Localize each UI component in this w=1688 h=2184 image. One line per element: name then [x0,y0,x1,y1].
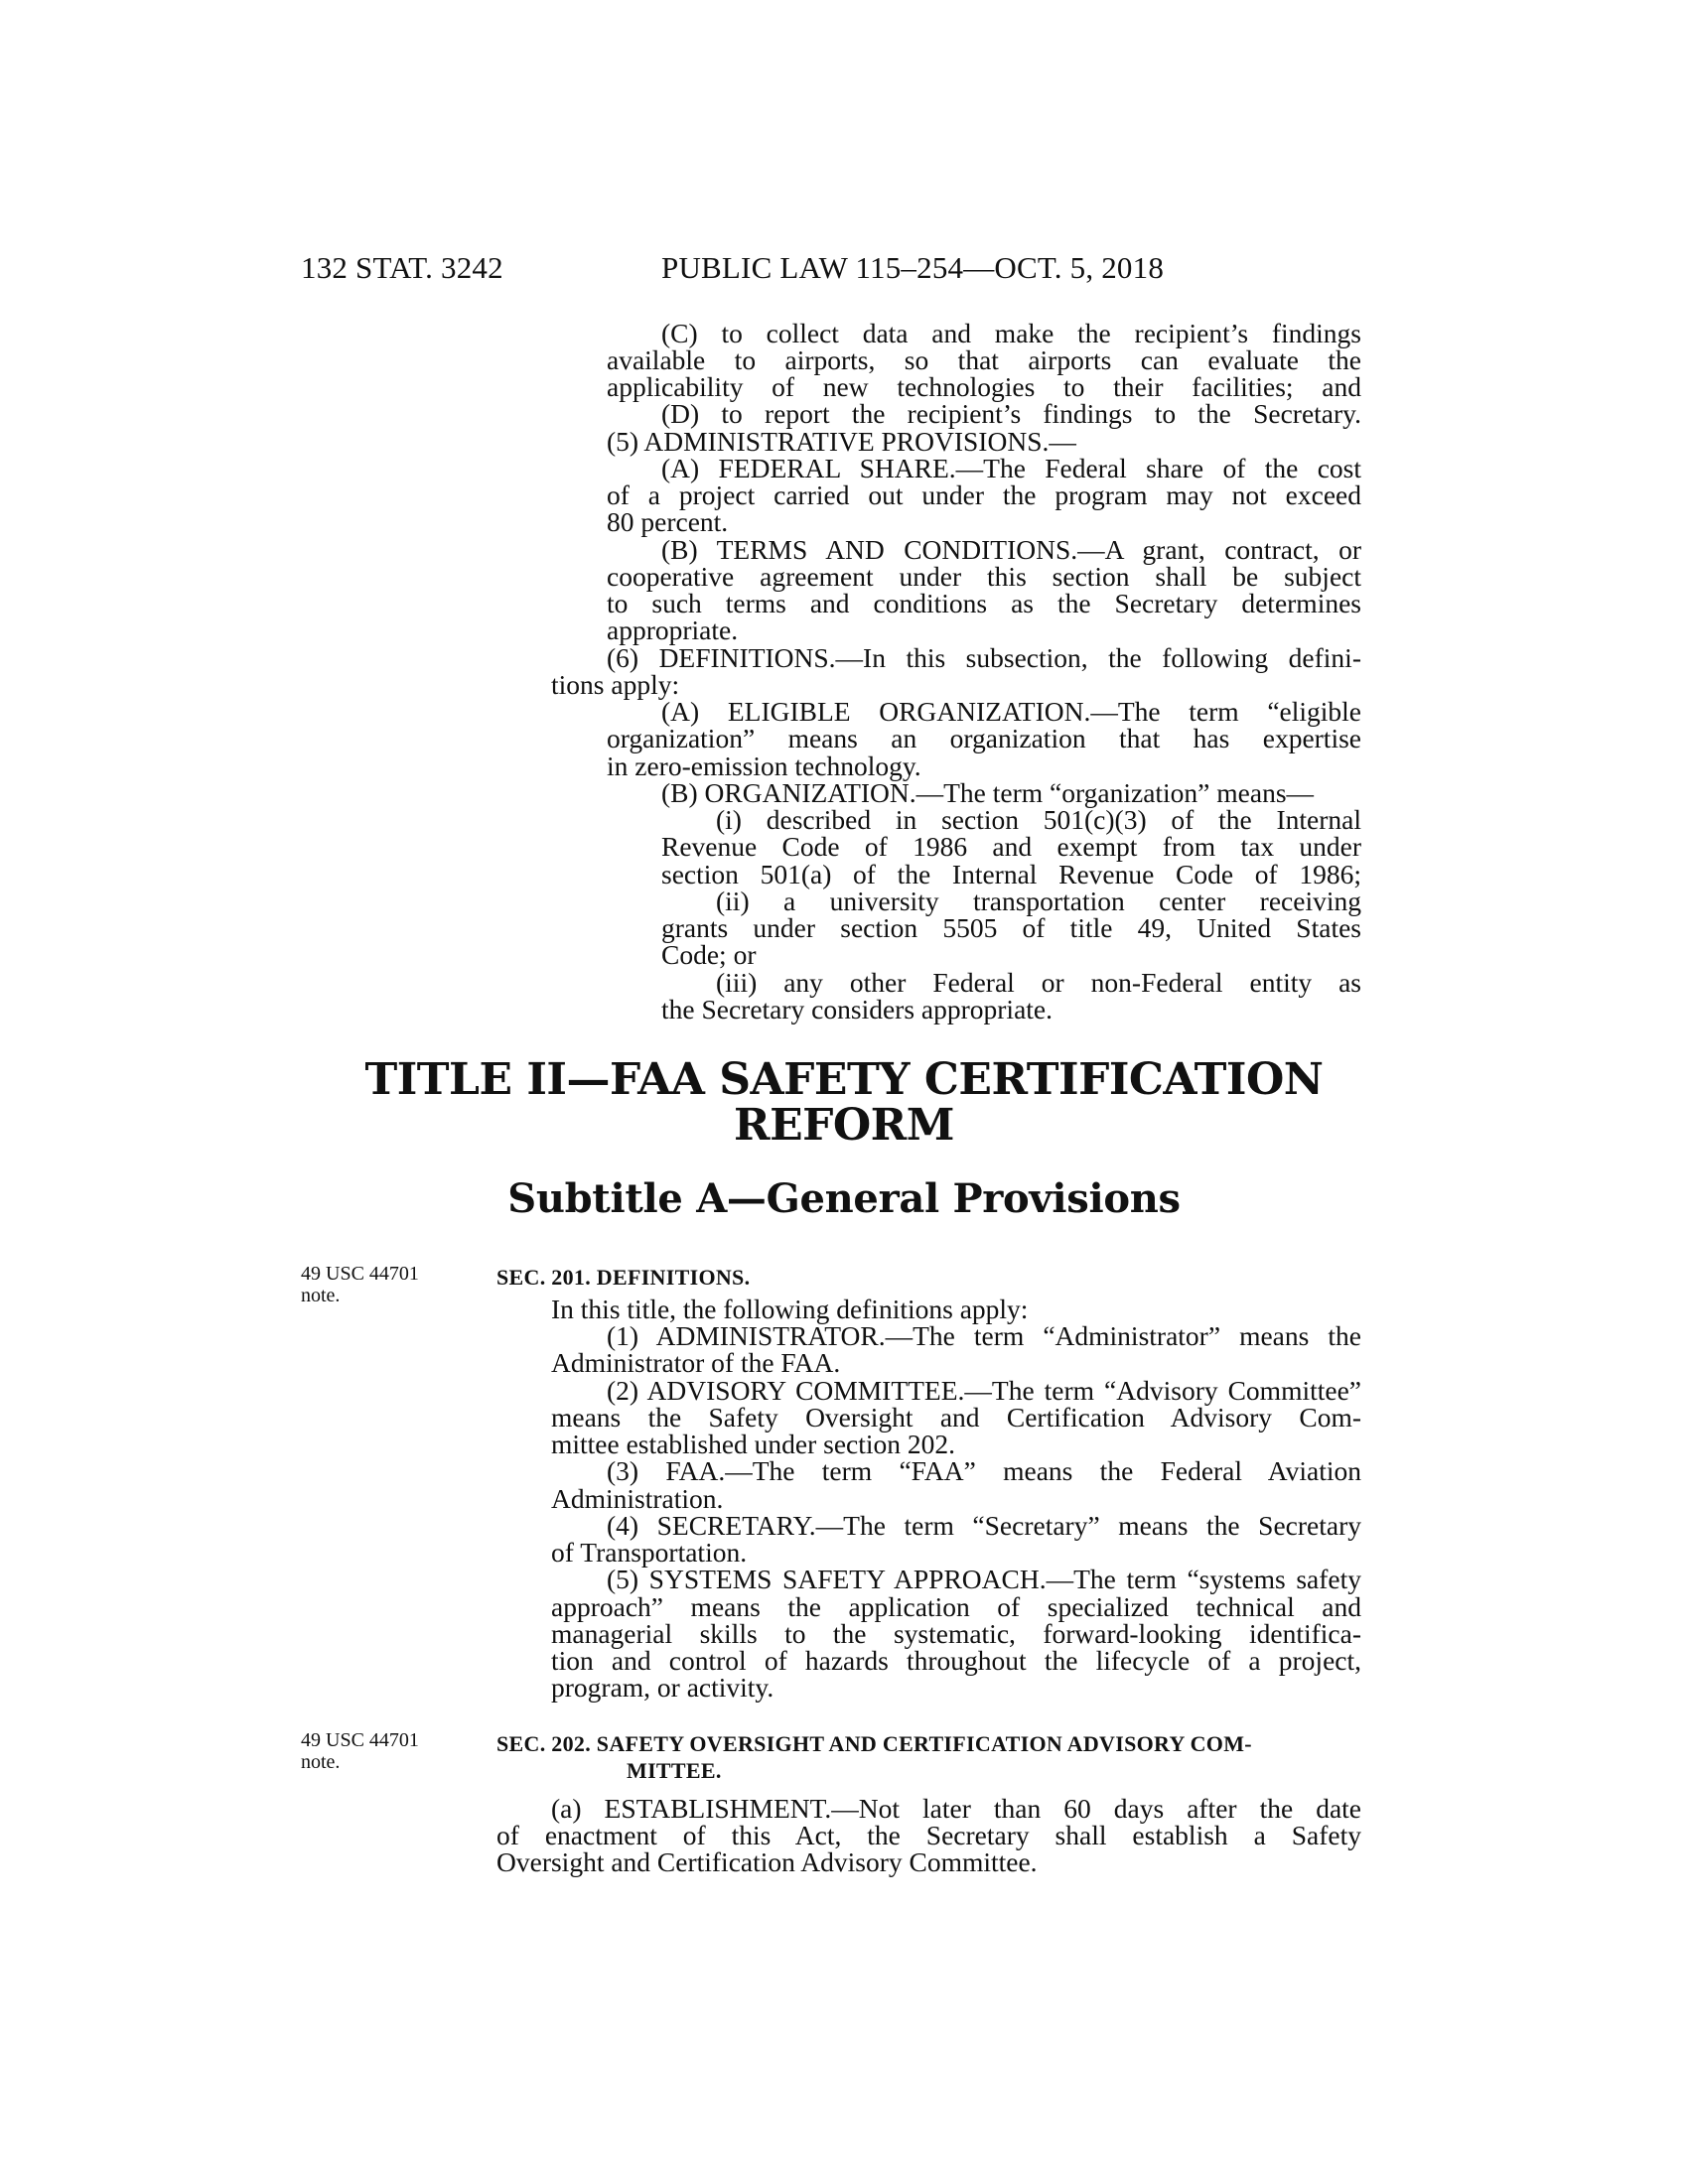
text-line: available to airports, so that airports can evaluate the [607,344,1361,375]
text-line: of a project carried out under the program may not exceed [607,479,1361,510]
text-line: managerial skills to the systematic, forward-looking identifica- [551,1618,1361,1649]
text-line: tion and control of hazards throughout the lifecycle of a project, [551,1645,1361,1676]
subtitle-heading: Subtitle A—General Provisions [507,1175,1181,1222]
text-line: section 501(a) of the Internal Revenue Code of 1986; [661,859,1361,889]
text-line: (4) SECRETARY.—The term “Secretary” means the Secretary [607,1510,1361,1541]
text-line: approach” means the application of specialized technical and [551,1591,1361,1622]
text-line: in zero-emission technology. [607,751,921,781]
text-line: Revenue Code of 1986 and exempt from tax under [661,831,1361,862]
margin-note-label: note. [301,1285,341,1306]
text-line: (i) described in section 501(c)(3) of the Internal [716,804,1361,835]
text-line: (6) DEFINITIONS.—In this subsection, the following defini- [607,642,1361,673]
section-heading: SEC. 202. SAFETY OVERSIGHT AND CERTIFICATION ADVISORY COM- [496,1731,1252,1756]
running-header: PUBLIC LAW 115–254—OCT. 5, 2018 [661,250,1165,285]
text-line: (C) to collect data and make the recipient’s findings [661,318,1361,348]
text-line: of enactment of this Act, the Secretary shall establish a Safety [496,1820,1361,1850]
section-heading: SEC. 201. DEFINITIONS. [496,1265,751,1290]
text-line: (A) FEDERAL SHARE.—The Federal share of the cost [661,453,1361,483]
text-line: cooperative agreement under this section shall be subject [607,561,1361,592]
text-line: the Secretary considers appropriate. [661,994,1053,1024]
text-line: (5) SYSTEMS SAFETY APPROACH.—The term “systems safety [607,1564,1361,1594]
text-line: (3) FAA.—The term “FAA” means the Federal Aviation [607,1455,1361,1486]
text-line: (B) ORGANIZATION.—The term “organization” means— [661,777,1315,808]
text-line: applicability of new technologies to their facilities; and [607,371,1361,402]
margin-note [301,1729,419,1773]
margin-note-citation: 49 USC 44701 [301,1263,419,1285]
text-line: (2) ADVISORY COMMITTEE.—The term “Advisory Committee” [607,1375,1361,1406]
text-line: (B) TERMS AND CONDITIONS.—A grant, contract, or [661,534,1361,565]
text-line: (ii) a university transportation center receiving [716,886,1361,916]
text-line: Administrator of the FAA. [551,1347,841,1378]
margin-note-citation: 49 USC 44701 [301,1729,419,1751]
text-line: Code; or [661,939,757,970]
text-line: program, or activity. [551,1672,774,1703]
text-line: (a) ESTABLISHMENT.—Not later than 60 days after the date [551,1793,1361,1824]
title-heading-line1: TITLE II—FAA SAFETY CERTIFICATION [364,1054,1324,1105]
text-line: (iii) any other Federal or non-Federal entity as [716,967,1361,998]
text-line: of Transportation. [551,1537,748,1568]
text-line: means the Safety Oversight and Certification Advisory Com- [551,1402,1361,1433]
text-line: (D) to report the recipient’s findings to the Secretary. [661,398,1361,429]
text-line: to such terms and conditions as the Secretary determines [607,588,1361,618]
text-line: tions apply: [551,669,680,700]
section-heading-continued: MITTEE. [627,1758,722,1783]
margin-note [301,1263,419,1306]
margin-note-label: note. [301,1751,341,1773]
text-line: In this title, the following definitions apply: [551,1294,1029,1324]
text-line: (5) ADMINISTRATIVE PROVISIONS.— [607,426,1076,457]
page-stat-citation: 132 STAT. 3242 [301,250,503,285]
text-line: Administration. [551,1483,724,1514]
text-line: (A) ELIGIBLE ORGANIZATION.—The term “eligible [661,696,1361,727]
text-line: organization” means an organization that has expertise [607,723,1361,753]
text-line: appropriate. [607,614,739,645]
text-line: 80 percent. [607,506,729,537]
text-line: grants under section 5505 of title 49, United States [661,912,1361,943]
text-line: Oversight and Certification Advisory Committee. [496,1846,1038,1877]
text-line: (1) ADMINISTRATOR.—The term “Administrator” means the [607,1320,1361,1351]
title-heading-line2: REFORM [734,1100,954,1151]
text-line: mittee established under section 202. [551,1429,956,1459]
